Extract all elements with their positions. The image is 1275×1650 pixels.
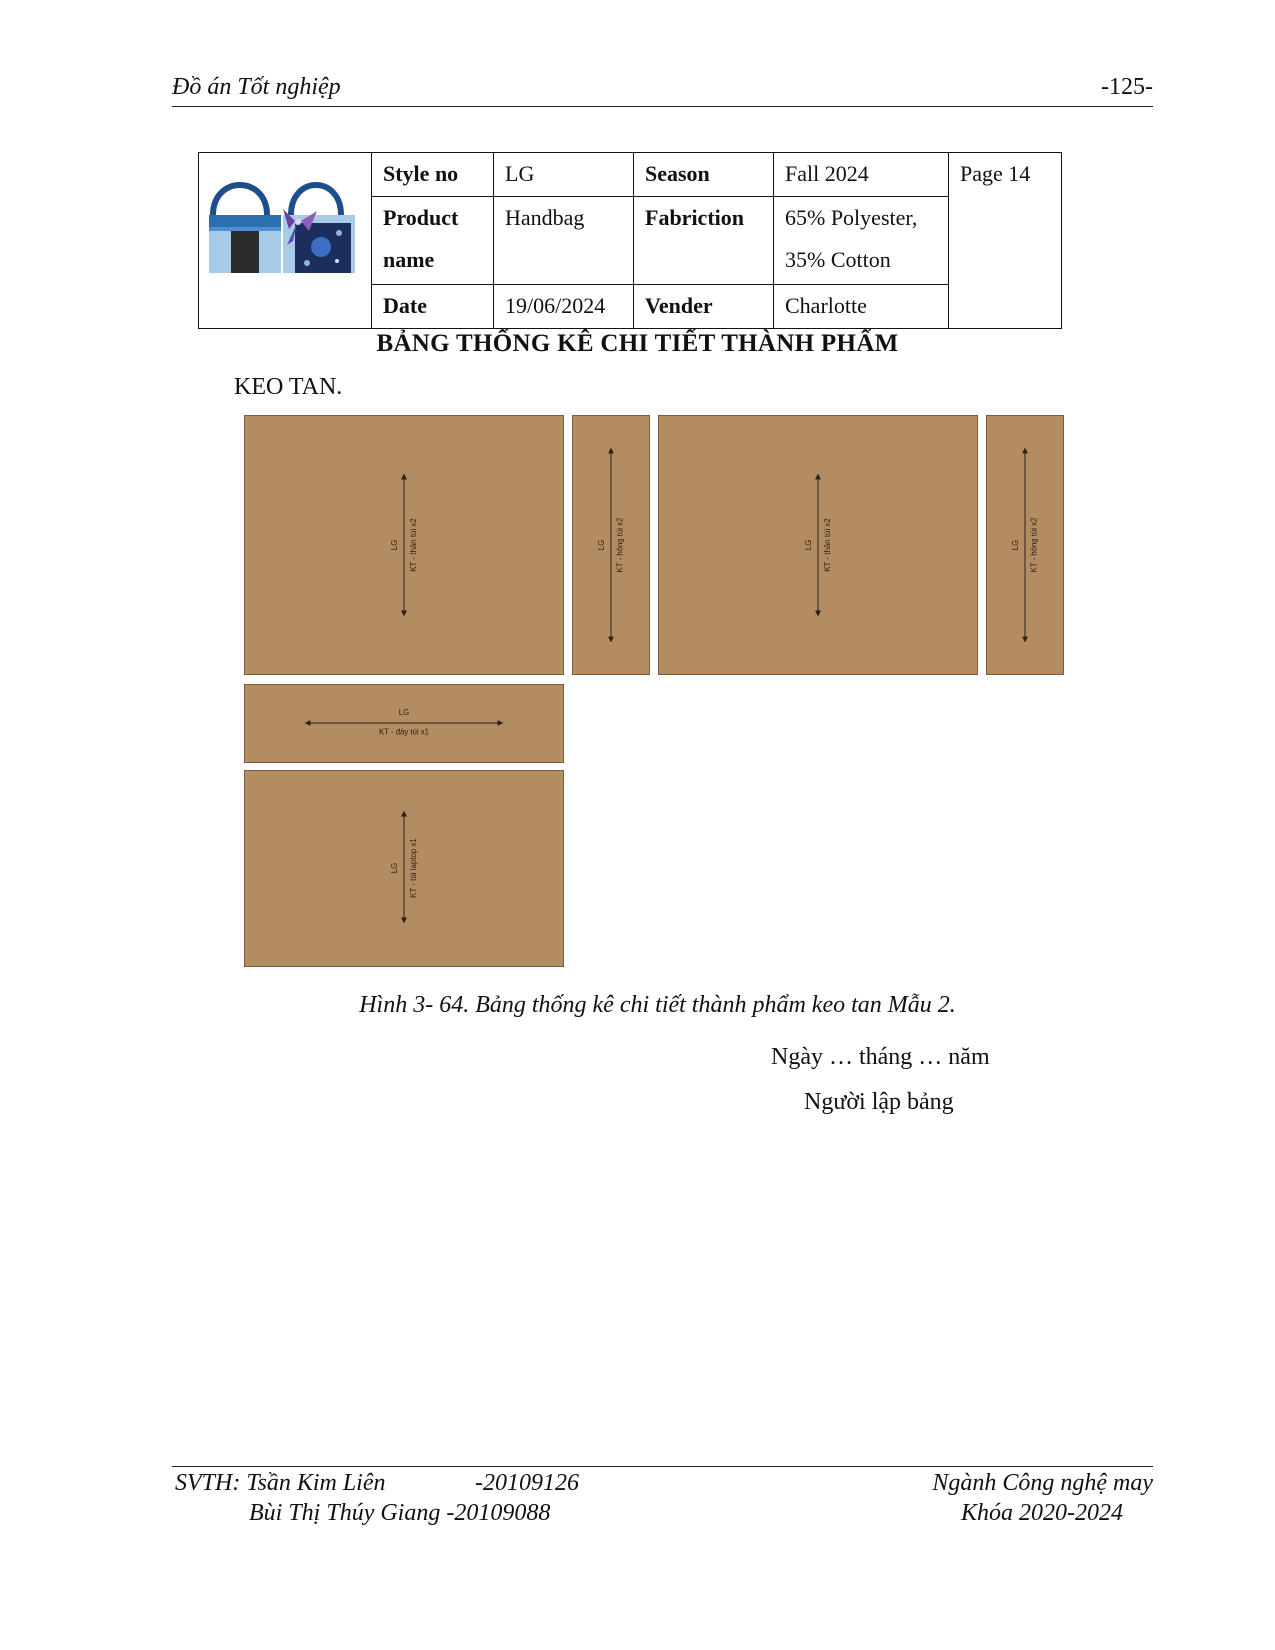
product-label-line1: Product (383, 205, 459, 231)
signature-date-line: Ngày … tháng … năm (771, 1044, 990, 1070)
grainline-arrow-icon (245, 416, 563, 674)
footer-student2: Bùi Thị Thúy Giang -20109088 (249, 1500, 551, 1526)
signature-person: Người lập bảng (804, 1089, 954, 1115)
footer-major: Ngành Công nghệ may (932, 1470, 1153, 1496)
footer-course: Khóa 2020-2024 (961, 1500, 1123, 1526)
style-no-label: Style no (372, 153, 494, 197)
product-name-value: Handbag (494, 197, 634, 284)
section-label: KEO TAN. (234, 374, 343, 400)
piece-style: LG (398, 708, 410, 718)
product-label-line2: name (383, 247, 435, 273)
footer-divider (172, 1466, 1153, 1467)
pattern-piece-bottom (244, 684, 564, 763)
piece-style: LG (804, 539, 814, 551)
page-cell: Page 14 (949, 153, 1062, 329)
date-value: 19/06/2024 (494, 284, 634, 328)
pattern-piece-side-1 (572, 415, 650, 675)
fabric-line2: 35% Cotton (785, 247, 891, 273)
piece-label: KT - thân túi x2 (408, 518, 418, 572)
pattern-piece-body-2 (658, 415, 978, 675)
grainline-arrow-icon (245, 771, 563, 966)
header-title: Đồ án Tốt nghiệp (172, 74, 341, 100)
page-number: -125- (1101, 74, 1153, 100)
product-name-label (372, 197, 494, 284)
figure-caption: Hình 3- 64. Bảng thống kê chi tiết thành phẩm keo tan Mẫu 2. (359, 992, 956, 1018)
footer-student1-name: SVTH: Tsần Kim Liên (175, 1470, 386, 1496)
spec-table (198, 152, 1062, 329)
piece-label: KT - hông túi x2 (615, 517, 625, 573)
header-divider (172, 106, 1153, 107)
grainline-arrow-icon (245, 685, 563, 762)
piece-style: LG (390, 539, 400, 551)
piece-label: KT - thân túi x2 (822, 518, 832, 572)
handbag-logo-icon (199, 153, 371, 328)
table-title: BẢNG THỐNG KÊ CHI TIẾT THÀNH PHẨM (376, 330, 899, 357)
date-label: Date (372, 284, 494, 328)
piece-label: KT - hông túi x2 (1029, 517, 1039, 573)
piece-label: KT - túi laptop x1 (408, 838, 418, 898)
footer-student1-id: -20109126 (475, 1470, 579, 1496)
grainline-arrow-icon (987, 416, 1063, 674)
pattern-piece-laptop-pocket (244, 770, 564, 967)
logo-cell (199, 153, 372, 329)
piece-style: LG (597, 539, 607, 551)
fabric-value (774, 197, 949, 284)
season-label: Season (634, 153, 774, 197)
grainline-arrow-icon (573, 416, 649, 674)
season-value: Fall 2024 (774, 153, 949, 197)
grainline-arrow-icon (659, 416, 977, 674)
vendor-value: Charlotte (774, 284, 949, 328)
piece-style: LG (390, 862, 400, 874)
style-no-value: LG (494, 153, 634, 197)
fabric-line1: 65% Polyester, (785, 205, 918, 231)
fabric-label: Fabriction (634, 197, 774, 284)
pattern-piece-side-2 (986, 415, 1064, 675)
piece-style: LG (1011, 539, 1021, 551)
vendor-label: Vender (634, 284, 774, 328)
pattern-piece-body-1 (244, 415, 564, 675)
piece-label: KT - đáy túi x1 (378, 727, 430, 737)
